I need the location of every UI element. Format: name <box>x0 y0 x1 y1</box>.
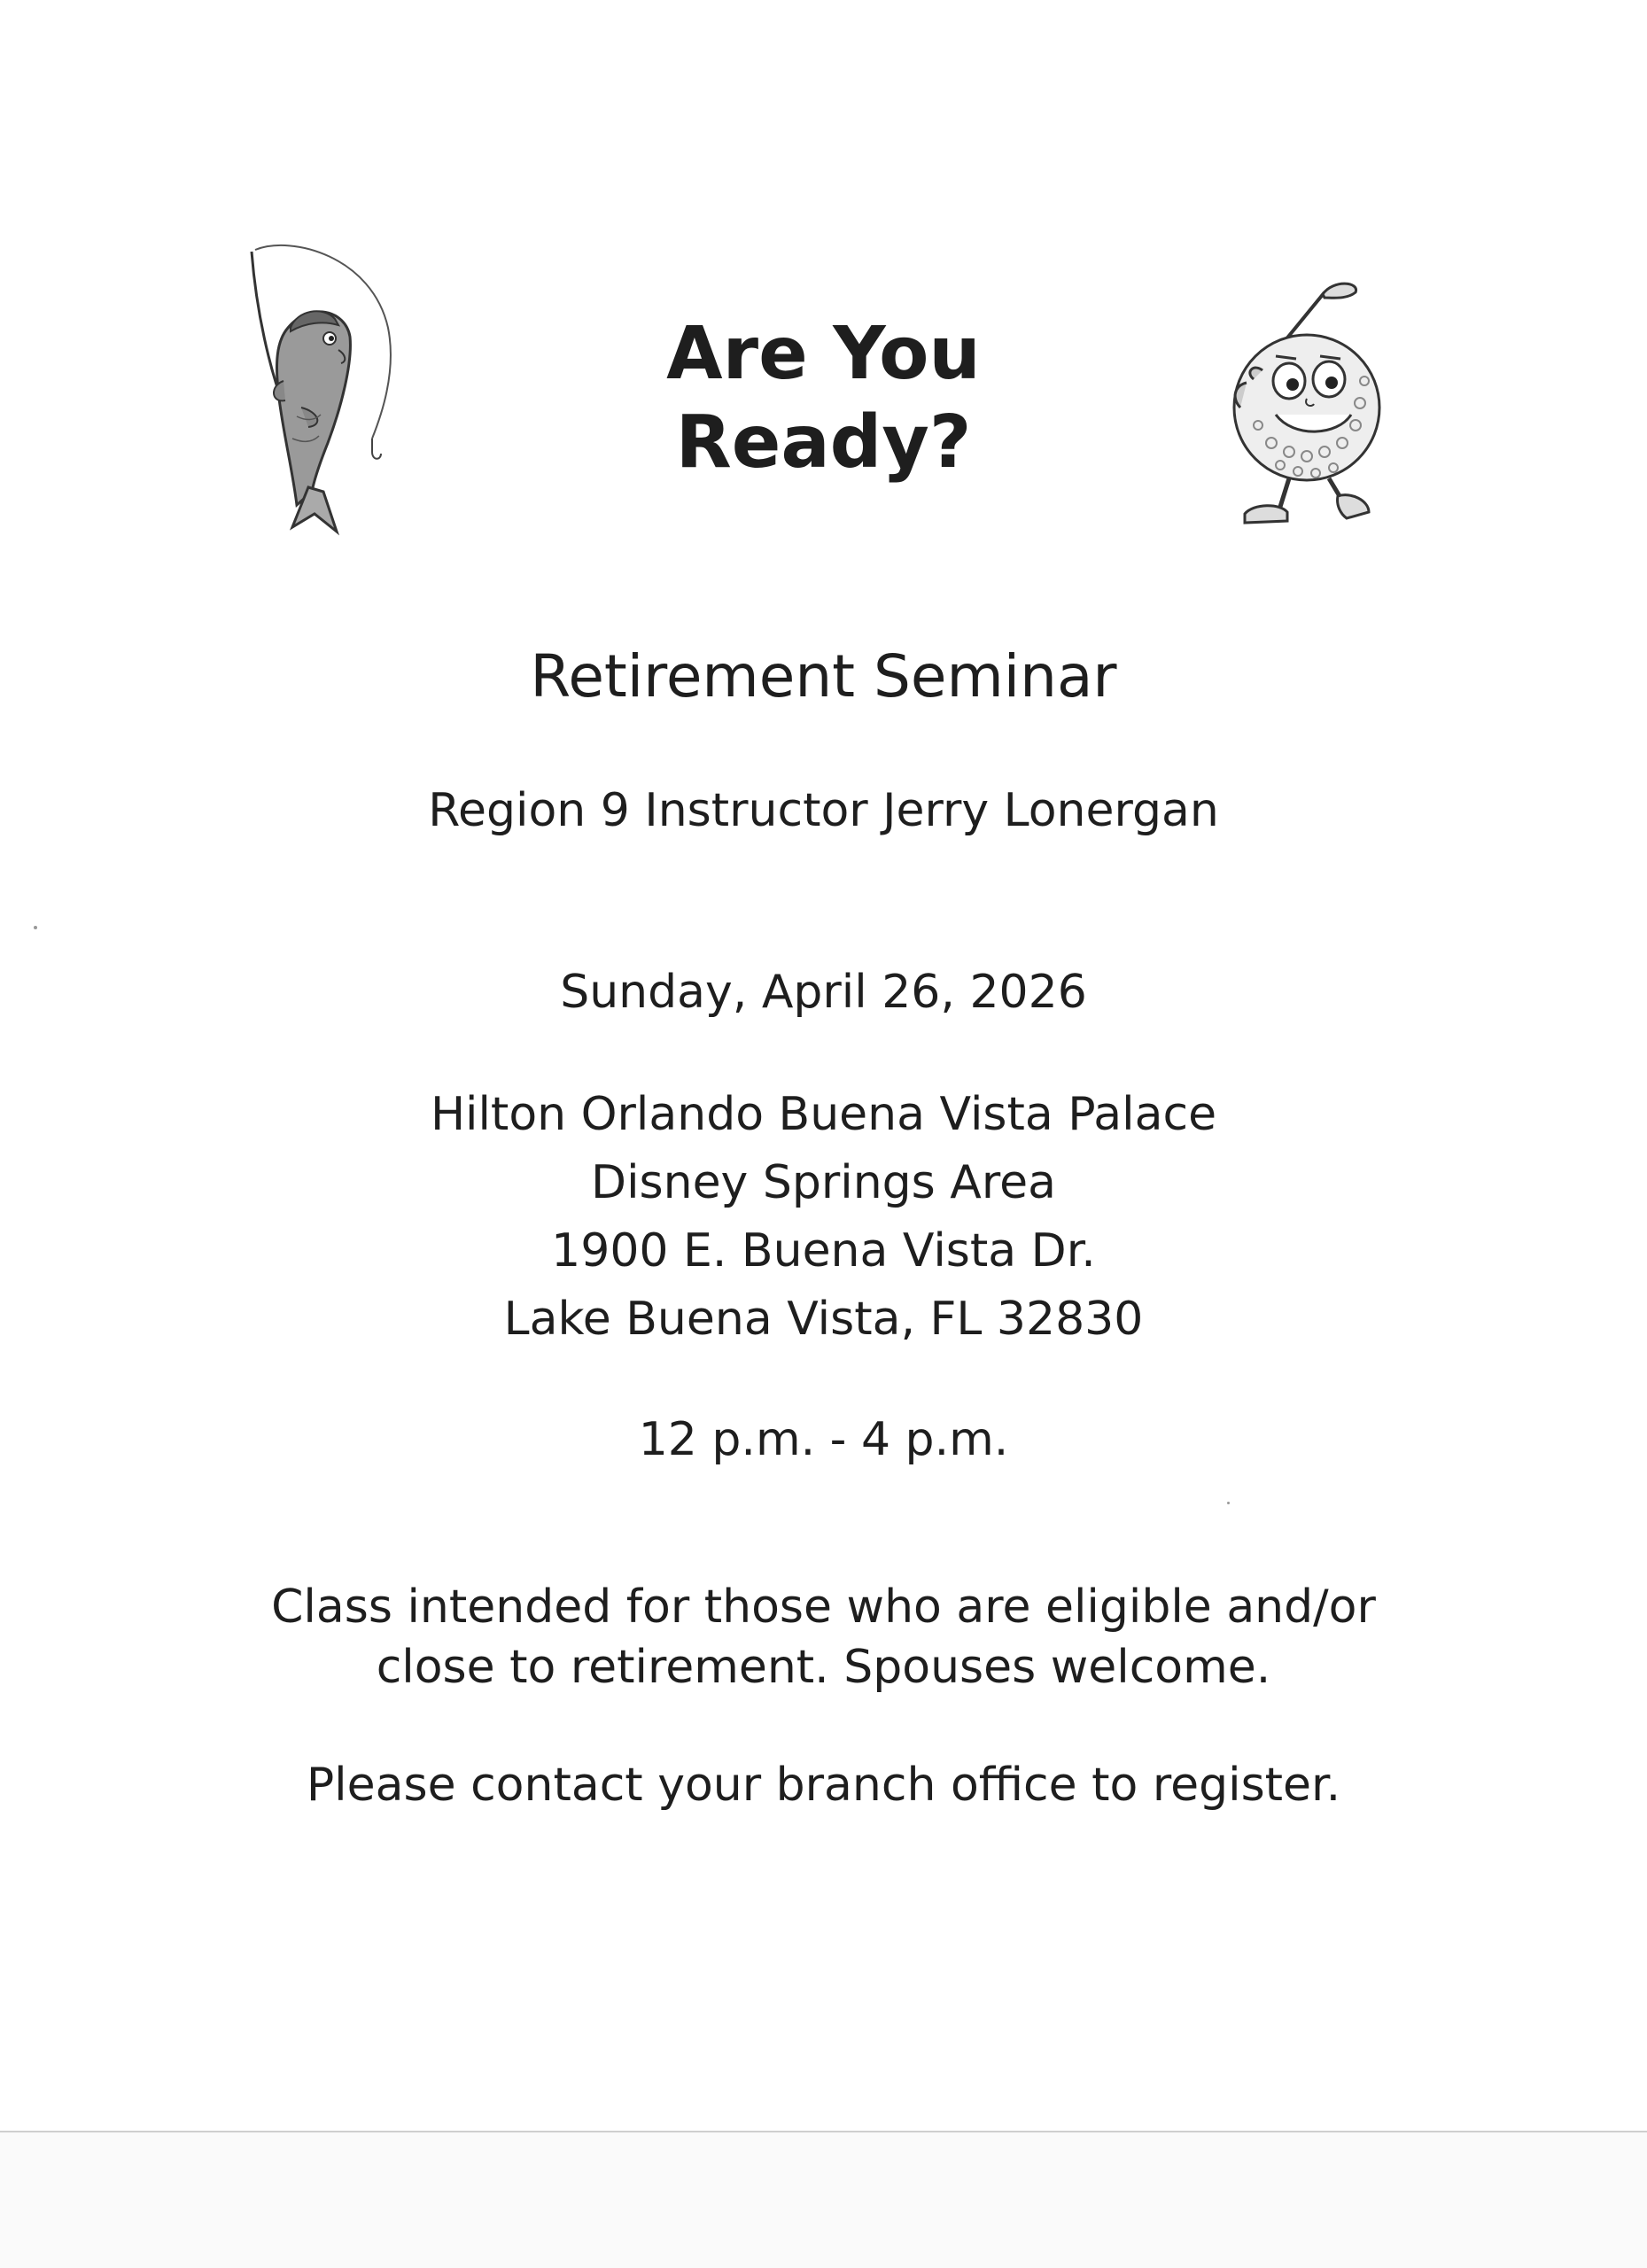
event-time: 12 p.m. - 4 p.m. <box>638 1413 1009 1466</box>
event-date: Sunday, April 26, 2026 <box>560 966 1087 1019</box>
scan-margin <box>0 2132 1647 2268</box>
registration-contact: Please contact your branch office to register. <box>306 1759 1341 1812</box>
venue-street: 1900 E. Buena Vista Dr. <box>551 1224 1096 1278</box>
scan-speck <box>34 926 37 929</box>
venue-area: Disney Springs Area <box>591 1156 1056 1209</box>
venue-address <box>0 1081 1647 1354</box>
scan-speck <box>1227 1502 1230 1504</box>
eligibility-note-line-2: close to retirement. Spouses welcome. <box>376 1641 1271 1694</box>
golf-ball-mascot-icon <box>1192 275 1413 532</box>
venue-city: Lake Buena Vista, FL 32830 <box>503 1293 1144 1346</box>
instructor-line: Region 9 Instructor Jerry Lonergan <box>428 784 1219 837</box>
eligibility-note <box>0 1577 1647 1697</box>
headline-line-1: Are You <box>666 312 981 396</box>
venue-name: Hilton Orlando Buena Vista Palace <box>430 1088 1217 1141</box>
headline-line-2: Ready? <box>675 400 972 485</box>
eligibility-note-line-1: Class intended for those who are eligible and/or <box>271 1581 1376 1634</box>
seminar-title: Retirement Seminar <box>530 642 1117 711</box>
